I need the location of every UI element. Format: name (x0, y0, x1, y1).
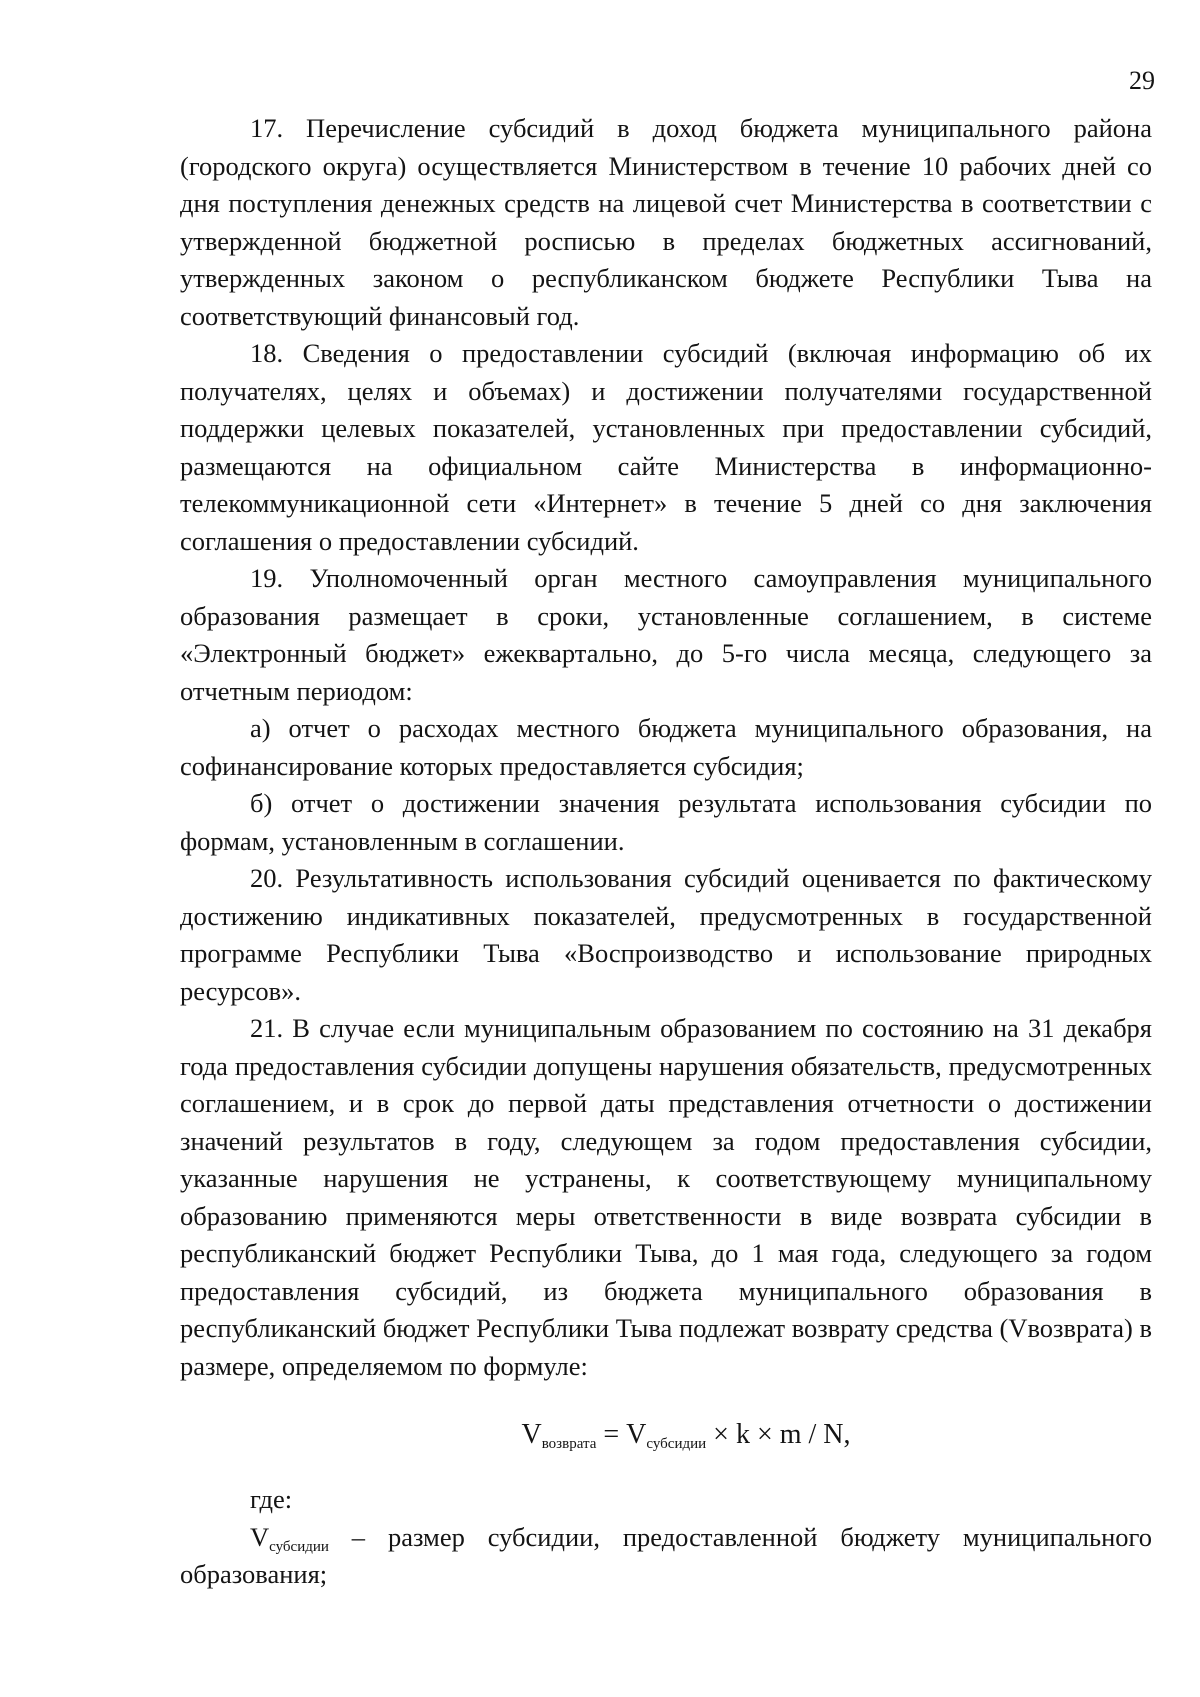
formula-rhs-subscript: субсидии (646, 1436, 707, 1452)
page-number: 29 (1129, 66, 1155, 95)
paragraph-19-b: б) отчет о достижении значения результата использования субсидии по формам, установленным в соглашении. (180, 788, 1152, 856)
paragraph-20: 20. Результативность использования субсидий оценивается по фактическому достижению индикативных показателей, предусмотренных в государственной программе Республики Тыва «Воспроизводство и использование природных ресурсов». (180, 863, 1152, 1006)
paragraph-19: 19. Уполномоченный орган местного самоуправления муниципального образования размещает в сроки, установленные соглашением, в системе «Электронный бюджет» ежеквартально, до 5-го числа месяца, следующего за отчетным периодом: (180, 563, 1152, 706)
formula-rhs-symbol: V (626, 1419, 647, 1450)
formula-lhs-symbol: V (521, 1419, 542, 1450)
formula-equals: = (596, 1419, 627, 1450)
paragraph-19-a: а) отчет о расходах местного бюджета муниципального образования, на софинансирование которых предоставляется субсидия; (180, 713, 1152, 781)
definition-text: – размер субсидии, предоставленной бюджету муниципального образования; (180, 1521, 1152, 1589)
definition-v-subsidy (180, 1519, 1152, 1594)
where-label: где: (250, 1484, 293, 1514)
definition-symbol: V (250, 1521, 270, 1552)
formula-lhs-subscript: возврата (541, 1436, 597, 1452)
document-body (180, 110, 1152, 1594)
definition-subscript: субсидии (269, 1538, 329, 1555)
paragraph-18: 18. Сведения о предоставлении субсидий (включая информацию об их получателях, целях и объемах) и достижении получателями государственной поддержки целевых показателей, установленных при предоставлении субсидий, размещаются на официальном сайте Министерства в информационно-телекоммуникационной сети «Интернет» в течение 5 дней со дня заключения соглашения о предоставлении субсидий. (180, 338, 1152, 556)
paragraph-17: 17. Перечисление субсидий в доход бюджета муниципального района (городского округа) осуществляется Министерством в течение 10 рабочих дней со дня поступления денежных средств на лицевой счет Министерства в соответствии с утвержденной бюджетной росписью в пределах бюджетных ассигнований, утвержденных законом о республиканском бюджете Республики Тыва на соответствующий финансовый год. (180, 113, 1152, 331)
formula-rest: × k × m / N, (706, 1419, 851, 1450)
paragraph-21: 21. В случае если муниципальным образованием по состоянию на 31 декабря года предоставления субсидии допущены нарушения обязательств, предусмотренных соглашением, и в срок до первой даты представления отчетности о достижении значений результатов в году, следующем за годом предоставления субсидии, указанные нарушения не устранены, к соответствующему муниципальному образованию применяются меры ответственности в виде возврата субсидии в республиканский бюджет Республики Тыва, до 1 мая года, следующего за годом предоставления субсидий, из бюджета муниципального образования в республиканский бюджет Республики Тыва подлежат возврату средства (Vвозврата) в размере, определяемом по формуле: (180, 1013, 1152, 1381)
return-formula (180, 1415, 1152, 1455)
